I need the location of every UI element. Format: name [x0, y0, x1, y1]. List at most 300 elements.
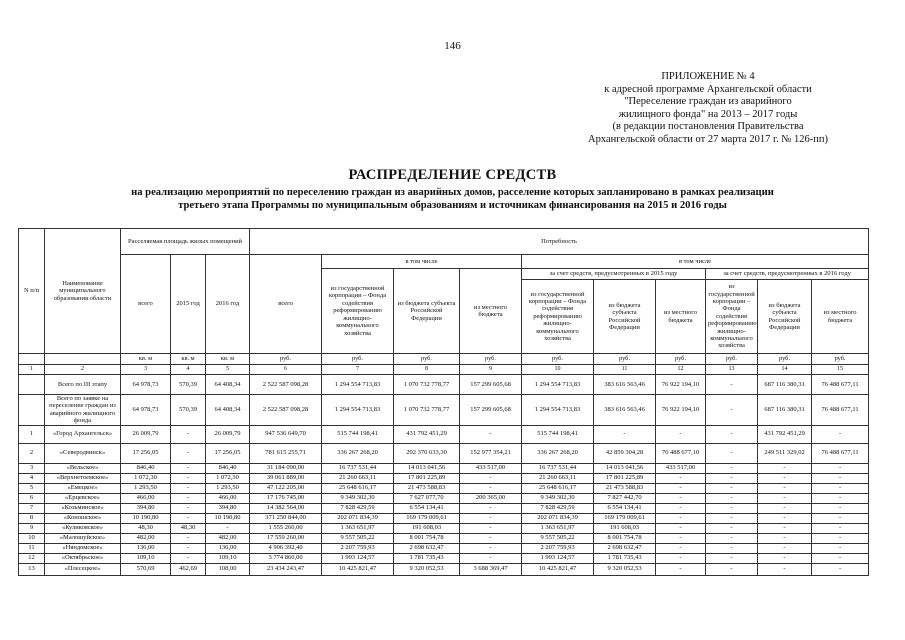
table-cell: 191 608,03: [394, 523, 460, 533]
table-cell: 31 184 090,00: [250, 463, 322, 473]
table-cell: -: [656, 543, 706, 553]
table-cell: 191 608,03: [594, 523, 656, 533]
table-cell: 17 256,05: [121, 443, 171, 463]
column-number: 12: [656, 365, 706, 375]
table-cell: 570,39: [171, 395, 206, 426]
municipality-name-cell: «Куликовское»: [45, 523, 121, 533]
table-row: [19, 563, 869, 575]
column-number: 7: [322, 365, 394, 375]
table-cell: 26 009,79: [206, 425, 250, 443]
table-cell: 76 488 677,11: [812, 375, 869, 395]
table-cell: 169 179 009,61: [394, 513, 460, 523]
table-cell: 10 190,80: [206, 513, 250, 523]
table-cell: -: [460, 553, 522, 563]
header-need-group: Потребность: [250, 229, 869, 255]
table-cell: 466,00: [121, 493, 171, 503]
table-cell: 431 792 451,29: [394, 425, 460, 443]
table-cell: -: [656, 563, 706, 575]
appendix-line: к адресной программе Архангельской области: [604, 83, 812, 95]
table-cell: 466,00: [206, 493, 250, 503]
table-cell: 1 781 735,43: [394, 553, 460, 563]
table-cell: 8 001 754,78: [394, 533, 460, 543]
table-cell: 433 517,00: [460, 463, 522, 473]
table-cell: 136,00: [121, 543, 171, 553]
table-cell: -: [758, 553, 812, 563]
table-cell: 76 922 194,10: [656, 375, 706, 395]
column-number: 13: [706, 365, 758, 375]
table-cell: 169 179 009,61: [594, 513, 656, 523]
table-cell: 1 070 732 778,77: [394, 395, 460, 426]
table-cell: 1 294 554 713,83: [522, 395, 594, 426]
table-cell: 76 488 677,11: [812, 443, 869, 463]
table-cell: -: [171, 553, 206, 563]
table-cell: 3 688 369,47: [460, 563, 522, 575]
table-cell: 5: [19, 483, 45, 493]
table-cell: 1: [19, 425, 45, 443]
table-cell: -: [812, 473, 869, 483]
table-cell: -: [460, 533, 522, 543]
table-cell: 3: [19, 463, 45, 473]
table-row: [19, 543, 869, 553]
table-cell: 781 615 255,71: [250, 443, 322, 463]
table-cell: -: [460, 483, 522, 493]
table-row: [19, 463, 869, 473]
header-2016-group: за счет средств, предусмотренных в 2016 году: [706, 269, 869, 280]
header-num: N п/п: [19, 229, 45, 354]
table-cell: -: [656, 473, 706, 483]
table-cell: 14 382 564,00: [250, 503, 322, 513]
appendix-line: жилищного фонда" на 2013 – 2017 годы: [618, 108, 798, 120]
table-cell: 371 250 844,00: [250, 513, 322, 523]
column-number: 6: [250, 365, 322, 375]
table-cell: 6 554 134,41: [394, 503, 460, 513]
municipality-name-cell: Всего по заявке на переселение граждан из аварийного жилищного фонда: [45, 395, 121, 426]
header-local-2015: из местного бюджета: [656, 280, 706, 354]
table-cell: 25 648 616,17: [322, 483, 394, 493]
table-cell: 687 116 380,31: [758, 395, 812, 426]
table-cell: -: [706, 425, 758, 443]
table-cell: -: [812, 563, 869, 575]
table-cell: 482,00: [206, 533, 250, 543]
table-cell: 8 001 754,78: [594, 533, 656, 543]
table-cell: 76 488 677,10: [656, 443, 706, 463]
table-cell: -: [706, 473, 758, 483]
table-cell: [19, 375, 45, 395]
table-cell: -: [758, 463, 812, 473]
table-cell: -: [460, 523, 522, 533]
table-cell: 76 922 194,10: [656, 395, 706, 426]
table-cell: 9 557 505,22: [522, 533, 594, 543]
table-cell: 383 616 563,46: [594, 375, 656, 395]
table-cell: 16 737 531,44: [322, 463, 394, 473]
table-cell: -: [656, 493, 706, 503]
table-cell: -: [656, 483, 706, 493]
table-cell: 76 488 677,11: [812, 395, 869, 426]
unit-cell: кв. м: [206, 354, 250, 365]
table-cell: -: [706, 523, 758, 533]
table-cell: -: [706, 553, 758, 563]
table-cell: 2: [19, 443, 45, 463]
table-cell: 17 801 225,89: [594, 473, 656, 483]
table-cell: -: [706, 443, 758, 463]
table-cell: 7: [19, 503, 45, 513]
header-fund-2016: из государственной корпорации – Фонда содействия реформированию жилищно-коммунального хозяйства: [706, 280, 758, 354]
table-cell: [19, 395, 45, 426]
table-cell: 515 744 198,41: [522, 425, 594, 443]
table-cell: -: [812, 523, 869, 533]
header-incl: в том числе: [322, 255, 522, 269]
table-cell: 9 349 302,30: [522, 493, 594, 503]
municipality-name-cell: «Октябрьское»: [45, 553, 121, 563]
subtitle-line: на реализацию мероприятий по переселению граждан из аварийных домов, расселение которых запланировано в рамках реализации: [131, 187, 774, 198]
header-need-total: всего: [250, 255, 322, 354]
table-cell: 2 522 587 098,28: [250, 395, 322, 426]
table-cell: 13: [19, 563, 45, 575]
header-2015-group: за счет средств, предусмотренных в 2015 году: [522, 269, 706, 280]
table-cell: 48,30: [121, 523, 171, 533]
unit-cell: руб.: [394, 354, 460, 365]
table-cell: 10 425 821,47: [522, 563, 594, 575]
table-cell: 23 434 243,47: [250, 563, 322, 575]
table-cell: 7 828 429,59: [322, 503, 394, 513]
header-fund-2015: из государственной корпорации – Фонда содействия реформированию жилищно-коммунального хозяйства: [522, 280, 594, 354]
table-cell: 8: [19, 513, 45, 523]
table-cell: 7 827 442,70: [594, 493, 656, 503]
table-cell: -: [171, 463, 206, 473]
column-number: 5: [206, 365, 250, 375]
table-cell: 14 013 041,56: [594, 463, 656, 473]
appendix-line: (в редакции постановления Правительства: [612, 121, 804, 133]
table-cell: -: [706, 533, 758, 543]
column-number: 11: [594, 365, 656, 375]
table-cell: -: [206, 523, 250, 533]
table-cell: 9 349 302,30: [322, 493, 394, 503]
table-row: [19, 425, 869, 443]
table-cell: -: [758, 543, 812, 553]
header-region: из бюджета субъекта Российской Федерации: [394, 269, 460, 354]
table-cell: -: [171, 483, 206, 493]
unit-cell: руб.: [460, 354, 522, 365]
table-cell: 200 365,00: [460, 493, 522, 503]
table-cell: -: [812, 425, 869, 443]
table-cell: 482,00: [121, 533, 171, 543]
table-cell: -: [812, 483, 869, 493]
table-cell: 47 122 205,00: [250, 483, 322, 493]
appendix-line: Архангельской области от 27 марта 2017 г. № 126-пп): [588, 133, 828, 145]
table-cell: 249 511 329,02: [758, 443, 812, 463]
table-cell: 515 744 198,41: [322, 425, 394, 443]
table-cell: 157 299 605,68: [460, 375, 522, 395]
table-row: [19, 533, 869, 543]
table-cell: -: [758, 493, 812, 503]
table-cell: -: [706, 483, 758, 493]
unit-cell: [19, 354, 45, 365]
unit-cell: [45, 354, 121, 365]
column-number: 1: [19, 365, 45, 375]
table-cell: 64 408,34: [206, 395, 250, 426]
header-area-group: Расселяемая площадь жилых помещений: [121, 229, 250, 255]
appendix-header: [558, 71, 858, 147]
table-cell: -: [758, 503, 812, 513]
table-cell: 9: [19, 523, 45, 533]
appendix-line: "Переселение граждан из аварийного: [624, 96, 792, 108]
table-cell: 394,80: [206, 503, 250, 513]
unit-cell: руб.: [522, 354, 594, 365]
table-cell: 152 977 354,21: [460, 443, 522, 463]
table-cell: 570,69: [121, 563, 171, 575]
header-region-2015: из бюджета субъекта Российской Федерации: [594, 280, 656, 354]
column-number: 15: [812, 365, 869, 375]
table-cell: 9 320 052,53: [394, 563, 460, 575]
table-cell: 64 978,73: [121, 395, 171, 426]
header-fund: из государственной корпорации – Фонда содействия реформированию жилищно-коммунального хозяйства: [322, 269, 394, 354]
municipality-name-cell: «Верхнетоемское»: [45, 473, 121, 483]
table-cell: -: [656, 533, 706, 543]
page-number: 146: [444, 40, 461, 52]
table-row: [19, 473, 869, 483]
table-cell: -: [706, 493, 758, 503]
table-cell: 383 616 563,46: [594, 395, 656, 426]
table-cell: 1 294 554 713,83: [522, 375, 594, 395]
table-cell: 1 293,50: [121, 483, 171, 493]
document-subtitle: [40, 186, 865, 212]
table-cell: -: [758, 533, 812, 543]
table-cell: -: [758, 523, 812, 533]
table-cell: 6: [19, 493, 45, 503]
table-cell: 1 294 554 713,83: [322, 395, 394, 426]
table-row: [19, 483, 869, 493]
table-cell: 14 013 041,56: [394, 463, 460, 473]
unit-cell: кв. м: [121, 354, 171, 365]
table-cell: 1 070 732 778,77: [394, 375, 460, 395]
table-cell: 3 774 860,00: [250, 553, 322, 563]
municipality-name-cell: «Город Архангельск»: [45, 425, 121, 443]
table-cell: 157 299 605,68: [460, 395, 522, 426]
table-cell: -: [758, 563, 812, 575]
table-cell: -: [460, 513, 522, 523]
table-cell: -: [171, 425, 206, 443]
table-cell: 2 207 759,93: [322, 543, 394, 553]
table-cell: 17 256,05: [206, 443, 250, 463]
column-number: 14: [758, 365, 812, 375]
municipality-name-cell: «Козьминское»: [45, 503, 121, 513]
unit-cell: руб.: [322, 354, 394, 365]
table-cell: 17 801 225,89: [394, 473, 460, 483]
table-cell: 39 061 889,00: [250, 473, 322, 483]
table-cell: -: [812, 533, 869, 543]
table-cell: 202 071 834,39: [522, 513, 594, 523]
table-cell: 846,40: [121, 463, 171, 473]
table-cell: 17 176 745,00: [250, 493, 322, 503]
table-cell: 1 293,50: [206, 483, 250, 493]
column-number: 10: [522, 365, 594, 375]
table-cell: 64 408,34: [206, 375, 250, 395]
funding-table: [18, 228, 869, 576]
table-cell: -: [758, 473, 812, 483]
header-area-2016: 2016 год: [206, 255, 250, 354]
header-name: Наименование муниципального образования области: [45, 229, 121, 354]
table-cell: 9 320 052,53: [594, 563, 656, 575]
table-cell: 1 072,30: [206, 473, 250, 483]
table-cell: 202 071 834,39: [322, 513, 394, 523]
table-cell: 21 260 663,11: [322, 473, 394, 483]
table-cell: -: [656, 553, 706, 563]
column-number-row: [19, 365, 869, 375]
table-row: [19, 553, 869, 563]
table-row: [19, 493, 869, 503]
table-cell: 21 473 588,83: [594, 483, 656, 493]
table-cell: 21 473 588,83: [394, 483, 460, 493]
table-cell: -: [758, 483, 812, 493]
table-cell: 4 906 392,40: [250, 543, 322, 553]
unit-cell: руб.: [656, 354, 706, 365]
table-cell: -: [171, 503, 206, 513]
table-cell: 1 363 651,97: [522, 523, 594, 533]
table-cell: -: [706, 463, 758, 473]
municipality-name-cell: «Вельское»: [45, 463, 121, 473]
table-cell: 570,39: [171, 375, 206, 395]
table-cell: 9 557 505,22: [322, 533, 394, 543]
table-cell: -: [594, 425, 656, 443]
table-cell: -: [706, 513, 758, 523]
table-cell: -: [656, 513, 706, 523]
table-cell: 10: [19, 533, 45, 543]
table-cell: -: [706, 375, 758, 395]
table-cell: 108,00: [206, 563, 250, 575]
table-row: [19, 395, 869, 426]
table-cell: -: [460, 503, 522, 513]
table-cell: -: [656, 523, 706, 533]
table-cell: -: [171, 443, 206, 463]
table-cell: 433 517,00: [656, 463, 706, 473]
table-row: [19, 523, 869, 533]
header-area-total: всего: [121, 255, 171, 354]
table-cell: -: [171, 473, 206, 483]
table-cell: -: [706, 563, 758, 575]
table-cell: 7 627 077,70: [394, 493, 460, 503]
table-cell: 2 698 632,47: [594, 543, 656, 553]
table-cell: -: [171, 513, 206, 523]
table-cell: 12: [19, 553, 45, 563]
table-cell: -: [812, 513, 869, 523]
table-cell: 16 737 531,44: [522, 463, 594, 473]
table-cell: 26 009,79: [121, 425, 171, 443]
table-cell: 336 267 268,20: [322, 443, 394, 463]
municipality-name-cell: «Северодвинск»: [45, 443, 121, 463]
unit-cell: руб.: [250, 354, 322, 365]
table-cell: 136,00: [206, 543, 250, 553]
table-cell: 687 116 380,31: [758, 375, 812, 395]
unit-cell: руб.: [706, 354, 758, 365]
column-number: 4: [171, 365, 206, 375]
table-row: [19, 503, 869, 513]
table-cell: 947 536 649,70: [250, 425, 322, 443]
table-cell: 1 993 124,57: [522, 553, 594, 563]
table-cell: -: [706, 395, 758, 426]
subtitle-line: третьего этапа Программы по муниципальным образованиям и источникам финансирования на 2015 и 2016 годы: [178, 200, 727, 211]
table-row: [19, 375, 869, 395]
table-cell: 846,40: [206, 463, 250, 473]
unit-cell: кв. м: [171, 354, 206, 365]
column-number: 9: [460, 365, 522, 375]
table-cell: 10 190,80: [121, 513, 171, 523]
table-cell: 48,30: [171, 523, 206, 533]
table-cell: 10 425 821,47: [322, 563, 394, 575]
table-cell: 394,80: [121, 503, 171, 513]
table-cell: -: [656, 425, 706, 443]
table-cell: 336 267 268,20: [522, 443, 594, 463]
municipality-name-cell: «Емецкое»: [45, 483, 121, 493]
table-cell: -: [460, 543, 522, 553]
table-cell: 1 363 651,97: [322, 523, 394, 533]
table-cell: -: [812, 553, 869, 563]
table-cell: 431 792 451,29: [758, 425, 812, 443]
municipality-name-cell: «Малошуйское»: [45, 533, 121, 543]
table-cell: -: [171, 543, 206, 553]
table-cell: 1 294 554 713,83: [322, 375, 394, 395]
unit-cell: руб.: [594, 354, 656, 365]
header-region-2016: из бюджета субъекта Российской Федерации: [758, 280, 812, 354]
table-cell: -: [812, 493, 869, 503]
table-cell: -: [758, 513, 812, 523]
table-cell: 4: [19, 473, 45, 483]
table-cell: 17 559 260,00: [250, 533, 322, 543]
table-cell: 1 555 260,00: [250, 523, 322, 533]
municipality-name-cell: Всего по III этапу: [45, 375, 121, 395]
table-cell: -: [706, 543, 758, 553]
table-cell: -: [171, 493, 206, 503]
header-incl-2: в том числе: [522, 255, 869, 269]
table-cell: -: [812, 463, 869, 473]
appendix-line: ПРИЛОЖЕНИЕ № 4: [661, 71, 755, 82]
table-cell: 2 207 759,93: [522, 543, 594, 553]
header-area-2015: 2015 год: [171, 255, 206, 354]
table-body: [19, 375, 869, 576]
table-row: [19, 443, 869, 463]
table-cell: -: [460, 473, 522, 483]
unit-cell: руб.: [758, 354, 812, 365]
table-cell: 6 554 134,41: [594, 503, 656, 513]
table-cell: 462,69: [171, 563, 206, 575]
table-cell: 11: [19, 543, 45, 553]
table-cell: 1 781 735,43: [594, 553, 656, 563]
table-cell: 2 522 587 098,28: [250, 375, 322, 395]
table-cell: -: [460, 425, 522, 443]
table-cell: 109,10: [121, 553, 171, 563]
header-local: из местного бюджета: [460, 269, 522, 354]
municipality-name-cell: «Ерцевское»: [45, 493, 121, 503]
units-row: [19, 354, 869, 365]
municipality-name-cell: «Коношское»: [45, 513, 121, 523]
table-cell: 21 260 663,11: [522, 473, 594, 483]
table-cell: 2 698 632,47: [394, 543, 460, 553]
table-cell: -: [812, 503, 869, 513]
table-cell: 1 993 124,57: [322, 553, 394, 563]
document-title: РАСПРЕДЕЛЕНИЕ СРЕДСТВ: [348, 167, 557, 183]
table-cell: -: [706, 503, 758, 513]
column-number: 8: [394, 365, 460, 375]
unit-cell: руб.: [812, 354, 869, 365]
table-cell: 292 370 633,30: [394, 443, 460, 463]
table-cell: 7 828 429,59: [522, 503, 594, 513]
municipality-name-cell: «Плесецкое»: [45, 563, 121, 575]
header-local-2016: из местного бюджета: [812, 280, 869, 354]
table-cell: -: [171, 533, 206, 543]
table-cell: 42 859 304,28: [594, 443, 656, 463]
table-cell: -: [656, 503, 706, 513]
municipality-name-cell: «Няндомское»: [45, 543, 121, 553]
column-number: 3: [121, 365, 171, 375]
